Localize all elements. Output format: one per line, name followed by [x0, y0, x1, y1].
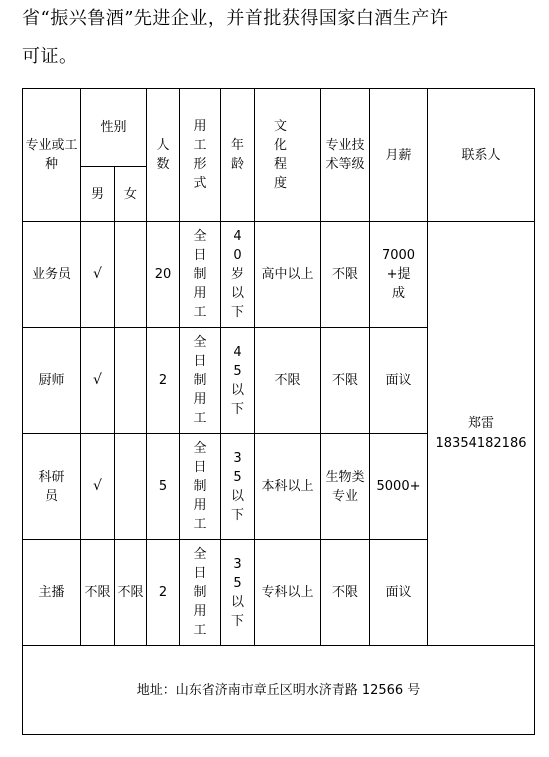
cell-major: 业务员 — [23, 222, 81, 328]
cell-count: 2 — [147, 540, 180, 646]
header-row — [23, 89, 535, 167]
cell-salary: 7000+提成 — [370, 222, 428, 328]
cell-employment: 全日制用工 — [180, 222, 221, 328]
header-employment: 用工形式 — [180, 89, 221, 222]
address-cell: 地址：山东省济南市章丘区明水济青路 12566 号 — [23, 646, 535, 735]
cell-employment: 全日制用工 — [180, 328, 221, 434]
cell-education: 不限 — [255, 328, 321, 434]
cell-female — [115, 222, 147, 328]
cell-age: 40岁以下 — [221, 222, 255, 328]
cell-salary: 面议 — [370, 328, 428, 434]
intro-line-1: 省“振兴鲁酒”先进企业，并首批获得国家白酒生产许 — [22, 8, 449, 29]
cell-skill-level: 不限 — [321, 222, 370, 328]
cell-skill-level: 不限 — [321, 540, 370, 646]
contact-name: 郑雷 — [468, 415, 495, 431]
cell-contact — [428, 222, 535, 646]
cell-major: 科研员 — [23, 434, 81, 540]
address-row — [23, 646, 535, 735]
cell-count: 20 — [147, 222, 180, 328]
cell-female — [115, 328, 147, 434]
cell-major: 主播 — [23, 540, 81, 646]
intro-line-2: 可证。 — [22, 46, 78, 67]
cell-count: 2 — [147, 328, 180, 434]
header-contact: 联系人 — [428, 89, 535, 222]
header-salary: 月薪 — [370, 89, 428, 222]
header-skill-level: 专业技术等级 — [321, 89, 370, 222]
cell-age: 45以下 — [221, 328, 255, 434]
cell-education: 专科以上 — [255, 540, 321, 646]
header-major: 专业或工种 — [23, 89, 81, 222]
cell-male: √ — [81, 222, 115, 328]
cell-count: 5 — [147, 434, 180, 540]
cell-female — [115, 434, 147, 540]
cell-employment: 全日制用工 — [180, 540, 221, 646]
cell-age: 35以下 — [221, 540, 255, 646]
cell-employment: 全日制用工 — [180, 434, 221, 540]
job-table — [22, 88, 535, 735]
header-education: 文 化 程 度 — [255, 89, 321, 222]
intro-paragraph — [22, 0, 544, 76]
header-gender: 性别 — [81, 89, 147, 167]
cell-male: 不限 — [81, 540, 115, 646]
cell-major: 厨师 — [23, 328, 81, 434]
header-male: 男 — [81, 167, 115, 222]
contact-phone: 18354182186 — [435, 435, 527, 451]
cell-education: 本科以上 — [255, 434, 321, 540]
cell-male: √ — [81, 434, 115, 540]
cell-salary: 面议 — [370, 540, 428, 646]
cell-male: √ — [81, 328, 115, 434]
cell-female: 不限 — [115, 540, 147, 646]
cell-skill-level: 生物类专业 — [321, 434, 370, 540]
table-row — [23, 222, 535, 328]
cell-skill-level: 不限 — [321, 328, 370, 434]
cell-salary: 5000+ — [370, 434, 428, 540]
header-count: 人数 — [147, 89, 180, 222]
cell-education: 高中以上 — [255, 222, 321, 328]
header-age: 年龄 — [221, 89, 255, 222]
cell-age: 35以下 — [221, 434, 255, 540]
header-female: 女 — [115, 167, 147, 222]
